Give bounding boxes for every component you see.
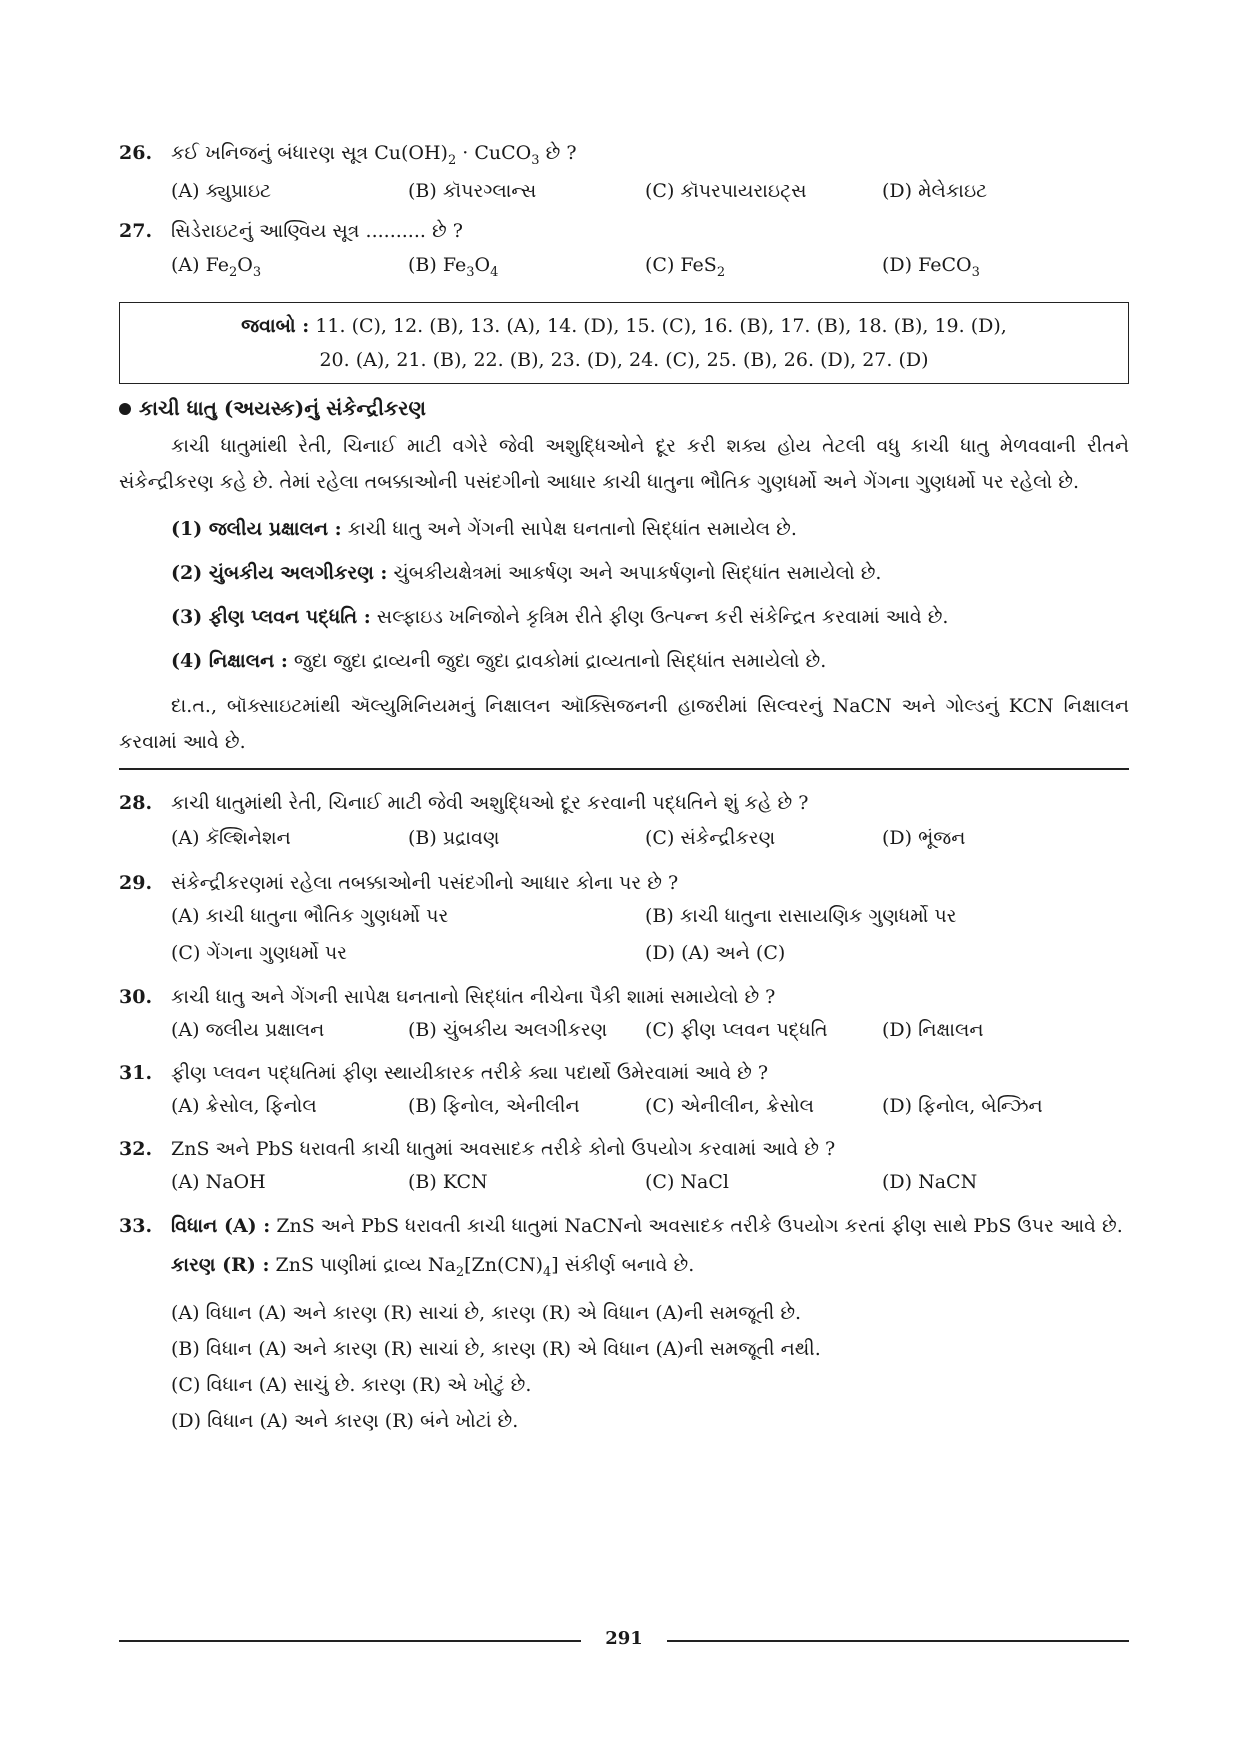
method-4: (4) નિક્ષાલન : જુદા જુદા દ્રાવ્યની જુદા જુદા દ્રાવકોમાં દ્રાવ્યતાનો સિદ્ધાંત સમાયેલો છે. bbox=[171, 649, 827, 672]
question-text: સિડેરાઇટનું આણ્વિય સૂત્ર .......... છે ? bbox=[171, 219, 463, 242]
option-b: (B) કૉપરગ્લાન્સ bbox=[408, 179, 537, 202]
page-content bbox=[119, 138, 1129, 1449]
question-number: 26. bbox=[119, 142, 153, 164]
question-28 bbox=[119, 788, 1129, 858]
question-27 bbox=[119, 216, 1129, 292]
option-b: (B) પ્રદ્રાવણ bbox=[408, 826, 500, 849]
section-heading: કાચી ધાતુ (અયસ્ક)નું સંકેન્દ્રીકરણ bbox=[119, 392, 1129, 424]
question-number: 32. bbox=[119, 1137, 153, 1160]
option-d: (D) ફિનોલ, બેન્ઝિન bbox=[882, 1094, 1043, 1117]
section-divider bbox=[119, 768, 1129, 770]
question-text: કઈ ખનિજનું બંધારણ સૂત્ર $Cu(OH)_2$ · CuCO$_3$ છે ? bbox=[171, 142, 577, 168]
question-number: 29. bbox=[119, 871, 153, 894]
footer-rule-right bbox=[667, 1640, 1129, 1642]
section-paragraph: કાચી ધાતુમાંથી રેતી, ચિનાઈ માટી વગેરે જેવી અશુદ્ધિઓને દૂર કરી શક્ય હોય તેટલી વધુ કાચી ધાતુ મેળવવાની રીતને સંકેન્દ્રીકરણ કહે છે. તેમાં રહેલા તબક્કાઓની પસંદગીનો આધાર કાચી ધાતુના ભૌતિક ગુણધર્મો અને ગેંગના ગુણધર્મો પર રહેલો છે. bbox=[119, 434, 1129, 493]
statement bbox=[171, 1210, 1129, 1242]
option-b: (B) વિધાન (A) અને કારણ (R) સાચાં છે, કારણ (R) એ વિધાન (A)ની સમજૂતી નથી. bbox=[171, 1338, 821, 1361]
question-number: 28. bbox=[119, 791, 153, 814]
options bbox=[171, 1012, 1129, 1048]
question-30 bbox=[119, 982, 1129, 1048]
reason: કારણ (R) : ZnS પાણીમાં દ્રાવ્ય $Na_2[Zn(CN)_4]$ સંકીર્ણ બનાવે છે. bbox=[171, 1253, 695, 1280]
option-a: (A) ક્યુપ્રાઇટ bbox=[171, 179, 272, 202]
option-a: (A) કૅલ્શિનેશન bbox=[171, 826, 291, 849]
question-29 bbox=[119, 868, 1129, 972]
bullet-icon bbox=[119, 403, 131, 415]
question-32 bbox=[119, 1134, 1129, 1200]
page-footer bbox=[119, 1626, 1129, 1656]
answer-key-line-2: 20. (A), 21. (B), 22. (B), 23. (D), 24. (C), 25. (B), 26. (D), 27. (D) bbox=[319, 348, 929, 371]
method-2: (2) ચુંબકીય અલગીકરણ : ચુંબકીયક્ષેત્રમાં આકર્ષણ અને અપાકર્ષણનો સિદ્ધાંત સમાયેલો છે. bbox=[171, 561, 882, 584]
answer-key-label: જવાબો : bbox=[241, 314, 310, 337]
question-text: ZnS અને PbS ધરાવતી કાચી ધાતુમાં અવસાદક તરીકે કોનો ઉપયોગ કરવામાં આવે છે ? bbox=[171, 1137, 836, 1160]
option-c: (C) કૉપરપાયરાઇટ્સ bbox=[645, 179, 807, 202]
method-3: (3) ફીણ પ્લવન પદ્ધતિ : સલ્ફાઇડ ખનિજોને કૃત્રિમ રીતે ફીણ ઉત્પન્ન કરી સંકેન્દ્રિત કરવામાં આવે છે. bbox=[171, 605, 949, 628]
option-c: (C) એનીલીન, ક્રેસોલ bbox=[645, 1094, 814, 1117]
option-d: (D) વિધાન (A) અને કારણ (R) બંને ખોટાં છે. bbox=[171, 1410, 519, 1433]
answer-key-box bbox=[119, 302, 1129, 384]
question-number: 27. bbox=[119, 219, 153, 242]
options bbox=[171, 898, 1129, 972]
option-d: (D) મેલેકાઇટ bbox=[882, 179, 988, 202]
options bbox=[171, 176, 1129, 206]
question-text: સંકેન્દ્રીકરણમાં રહેલા તબક્કાઓની પસંદગીનો આધાર કોના પર છે ? bbox=[171, 871, 679, 894]
option-d: (D) નિક્ષાલન bbox=[882, 1018, 984, 1041]
option-a: (A) NaOH bbox=[171, 1170, 266, 1193]
options bbox=[171, 1088, 1129, 1124]
statement-label: વિધાન (A) : bbox=[171, 1214, 271, 1237]
question-text: કાચી ધાતુ અને ગેંગની સાપેક્ષ ઘનતાનો સિદ્ધાંત નીચેના પૈકી શામાં સમાયેલો છે ? bbox=[171, 985, 776, 1008]
option-b: (B) ફિનોલ, એનીલીન bbox=[408, 1094, 580, 1117]
statement-text: ZnS અને PbS ધરાવતી કાચી ધાતુમાં NaCNનો અવસાદક તરીકે ઉપયોગ કરતાં ફીણ સાથે PbS ઉપર આવે છે. bbox=[276, 1214, 1123, 1237]
question-number: 31. bbox=[119, 1061, 153, 1084]
options bbox=[171, 1164, 1129, 1200]
option-a: (A) વિધાન (A) અને કારણ (R) સાચાં છે, કારણ (R) એ વિધાન (A)ની સમજૂતી છે. bbox=[171, 1302, 802, 1325]
option-d: (D) NaCN bbox=[882, 1170, 978, 1193]
question-number: 33. bbox=[119, 1214, 153, 1237]
option-a: (A) $Fe_2O_3$ bbox=[171, 253, 262, 280]
question-text: કાચી ધાતુમાંથી રેતી, ચિનાઈ માટી જેવી અશુદ્ધિઓ દૂર કરવાની પદ્ધતિને શું કહે છે ? bbox=[171, 791, 809, 814]
option-a: (A) જલીય પ્રક્ષાલન bbox=[171, 1018, 325, 1041]
options bbox=[171, 246, 1129, 292]
question-33 bbox=[119, 1210, 1129, 1440]
answer-key-line-1: 11. (C), 12. (B), 13. (A), 14. (D), 15. (C), 16. (B), 17. (B), 18. (B), 19. (D), bbox=[315, 314, 1007, 337]
option-c: (C) ગેંગના ગુણધર્મો પર bbox=[171, 941, 347, 964]
option-c: (C) વિધાન (A) સાચું છે. કારણ (R) એ ખોટું છે. bbox=[171, 1374, 532, 1397]
option-d: (D) FeCO$_3$ bbox=[882, 253, 980, 280]
option-d: (D) (A) અને (C) bbox=[645, 941, 786, 964]
method-1: (1) જલીય પ્રક્ષાલન : કાચી ધાતુ અને ગેંગની સાપેક્ષ ઘનતાનો સિદ્ધાંત સમાયેલ છે. bbox=[171, 517, 797, 540]
option-d: (D) ભૂંજન bbox=[882, 826, 966, 849]
question-text: ફીણ પ્લવન પદ્ધતિમાં ફીણ સ્થાયીકારક તરીકે ક્યા પદાર્થો ઉમેરવામાં આવે છે ? bbox=[171, 1061, 769, 1084]
option-b: (B) કાચી ધાતુના રાસાયણિક ગુણધર્મો પર bbox=[645, 904, 957, 927]
options bbox=[171, 818, 1129, 858]
question-26 bbox=[119, 138, 1129, 206]
example-paragraph: દા.ત., બૉક્સાઇટમાંથી ઍલ્યુમિનિયમનું નિક્ષાલન ઑક્સિજનની હાજરીમાં સિલ્વરનું NaCN અને ગોલ્ડનું KCN નિક્ષાલન કરવામાં આવે છે. bbox=[119, 694, 1129, 753]
option-a: (A) ક્રેસોલ, ફિનોલ bbox=[171, 1094, 317, 1117]
option-b: (B) KCN bbox=[408, 1170, 488, 1193]
option-c: (C) NaCl bbox=[645, 1170, 729, 1193]
option-c: (C) સંકેન્દ્રીકરણ bbox=[645, 826, 776, 849]
option-a: (A) કાચી ધાતુના ભૌતિક ગુણધર્મો પર bbox=[171, 904, 449, 927]
option-c: (C) FeS$_2$ bbox=[645, 253, 726, 280]
question-31 bbox=[119, 1058, 1129, 1124]
reason-label: કારણ (R) : bbox=[171, 1253, 270, 1276]
question-number: 30. bbox=[119, 985, 153, 1008]
page-number: 291 bbox=[605, 1628, 643, 1649]
option-b: (B) ચુંબકીય અલગીકરણ bbox=[408, 1018, 608, 1041]
option-b: (B) $Fe_3O_4$ bbox=[408, 253, 499, 280]
option-c: (C) ફીણ પ્લવન પદ્ધતિ bbox=[645, 1018, 828, 1041]
